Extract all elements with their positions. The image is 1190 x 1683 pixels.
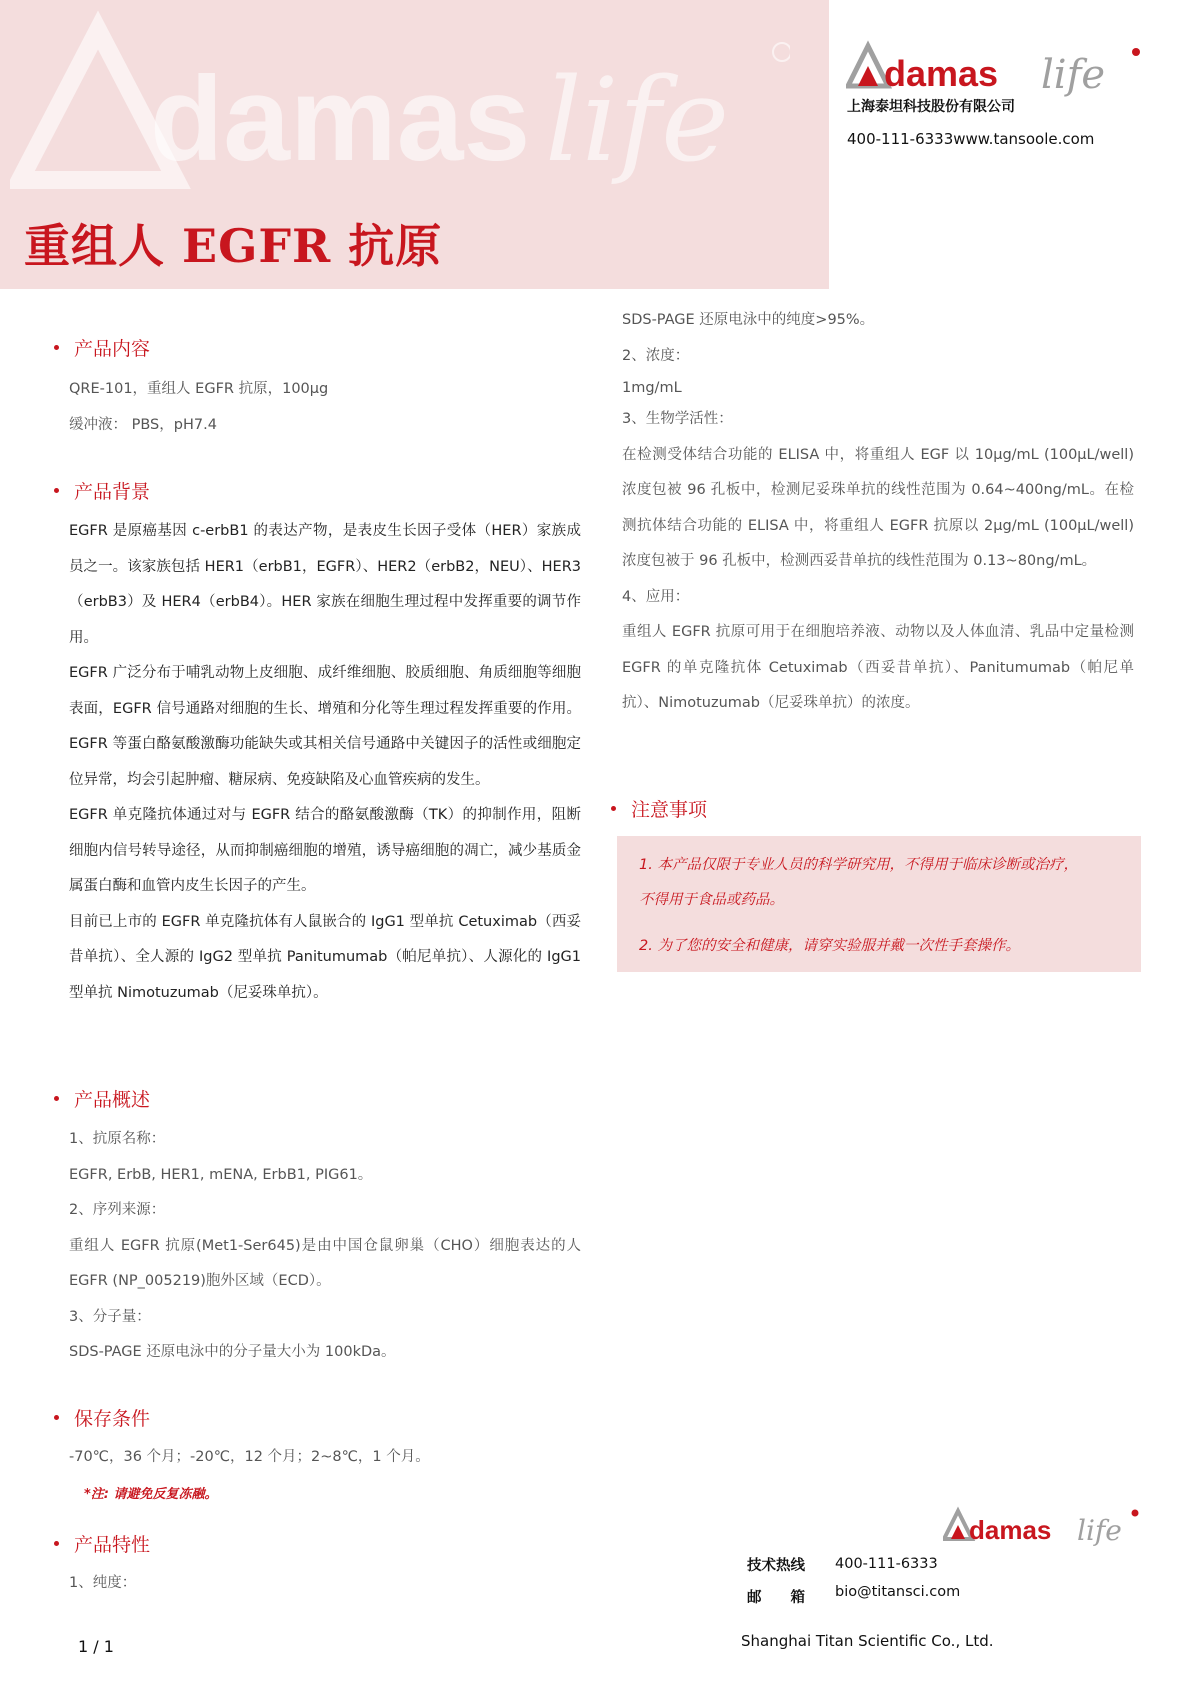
features-line: 在检测受体结合功能的 ELISA 中，将重组人 EGF 以 10μg/mL (100μL/well) 浓度包被 96 孔板中，检测尼妥珠单抗的线性范围为 0.64~400ng/mL。在检测抗体结合功能的 ELISA 中，将重组人 EGFR 抗原以 2μg/mL (100μL/well) 浓度包被于 96 孔板中，检测西妥昔单抗的线性范围为 0.13~80ng/mL。 <box>622 446 1134 569</box>
footer-brand-logo <box>943 1503 1143 1551</box>
features-purity-label: 1、纯度： <box>69 1575 137 1591</box>
bullet-icon <box>54 345 59 350</box>
watermark-logo <box>10 10 790 200</box>
notice-box <box>617 836 1141 972</box>
overview-line: SDS-PAGE 还原电泳中的分子量大小为 100kDa。 <box>69 1344 396 1360</box>
background-paragraph: EGFR 广泛分布于哺乳动物上皮细胞、成纤维细胞、胶质细胞、角质细胞等细胞表面，EGFR 信号通路对细胞的生长、增殖和分化等生理过程发挥重要的作用。EGFR 等蛋白酪氨酸激酶功能缺失或其相关信号通路中关键因子的活性或细胞定位异常，均会引起肿瘤、糖尿病、免疫缺陷及心血管疾病的发生。 <box>69 665 581 788</box>
bullet-icon <box>54 1096 59 1101</box>
features-line: 4、应用： <box>622 588 690 605</box>
features-line: 重组人 EGFR 抗原可用于在细胞培养液、动物以及人体血清、乳品中定量检测 EGFR 的单克隆抗体 Cetuximab（西妥昔单抗）、Panitumumab（帕尼单抗）、Nimotuzumab（尼妥珠单抗）的浓度。 <box>622 624 1134 711</box>
company-name: 上海泰坦科技股份有限公司 <box>847 99 1015 115</box>
svg-text:damas: damas <box>884 53 999 94</box>
header-banner <box>0 0 829 289</box>
contact-info: 400-111-6333www.tansoole.com <box>847 130 1095 148</box>
bullet-icon <box>54 1541 59 1546</box>
features-line: 1mg/mL <box>622 380 682 396</box>
notice-item: 2. 为了您的安全和健康，请穿实验服并戴一次性手套操作。 <box>639 938 1020 954</box>
overview-line: EGFR, ErbB, HER1, mENA, ErbB1, PIG61。 <box>69 1166 373 1183</box>
contents-line: QRE-101，重组人 EGFR 抗原，100μg <box>69 381 329 397</box>
section-heading-features: 产品特性 <box>54 1530 150 1557</box>
overview-line: 1、抗原名称： <box>69 1131 166 1147</box>
contents-line: 缓冲液： PBS，pH7.4 <box>69 416 217 433</box>
features-line: 2、浓度： <box>622 347 690 364</box>
background-paragraph: EGFR 是原癌基因 c-erbB1 的表达产物，是表皮生长因子受体（HER）家族成员之一。该家族包括 HER1（erbB1，EGFR）、HER2（erbB2，NEU）、HER3（erbB3）及 HER4（erbB4）。HER 家族在细胞生理过程中发挥重要的调节作用。 <box>69 523 581 646</box>
footer-company: Shanghai Titan Scientific Co., Ltd. <box>741 1632 994 1650</box>
bullet-icon <box>611 806 616 811</box>
features-continued <box>622 303 1134 722</box>
svg-text:damas: damas <box>969 1515 1052 1545</box>
bullet-icon <box>54 1415 59 1420</box>
background-paragraph: 目前已上市的 EGFR 单克隆抗体有人鼠嵌合的 IgG1 型单抗 Cetuximab（西妥昔单抗）、全人源的 IgG2 型单抗 Panitumumab（帕尼单抗）、人源化的 IgG1 型单抗 Nimotuzumab（尼妥珠单抗）。 <box>69 913 581 1001</box>
background-text <box>69 514 581 1011</box>
bullet-icon <box>54 488 59 493</box>
svg-text:damas: damas <box>150 52 531 186</box>
overview-line: 重组人 EGFR 抗原(Met1-Ser645)是由中国仓鼠卵巢（CHO）细胞表达的人 EGFR (NP_005219)胞外区域（ECD）。 <box>69 1237 581 1289</box>
svg-text:life: life <box>1077 1514 1122 1547</box>
storage-text: -70℃，36 个月；-20℃，12 个月；2~8℃，1 个月。 <box>69 1449 430 1465</box>
page-title: 重组人 EGFR 抗原 <box>24 219 443 273</box>
hotline-label: 技术热线 <box>747 1558 805 1574</box>
storage-note: *注: 请避免反复冻融。 <box>84 1487 218 1502</box>
features-line: 3、生物学活性： <box>622 411 733 427</box>
overview-line: 2、序列来源： <box>69 1202 166 1218</box>
section-heading-notice: 注意事项 <box>611 795 707 822</box>
background-paragraph: EGFR 单克隆抗体通过对与 EGFR 结合的酪氨酸激酶（TK）的抑制作用，阻断细胞内信号转导途径，从而抑制癌细胞的增殖，诱导癌细胞的凋亡，减少基质金属蛋白酶和血管内皮生长因子的产生。 <box>69 807 581 894</box>
notice-item: 不得用于食品或药品。 <box>639 892 784 908</box>
overview-line: 3、分子量： <box>69 1308 151 1325</box>
section-heading-storage: 保存条件 <box>54 1404 150 1431</box>
section-heading-contents: 产品内容 <box>54 334 150 361</box>
svg-text:life: life <box>1041 52 1106 98</box>
overview-text <box>69 1122 581 1371</box>
section-heading-background: 产品背景 <box>54 477 150 504</box>
contents-text <box>69 372 589 443</box>
notice-item: 1. 本产品仅限于专业人员的科学研究用，不得用于临床诊断或治疗， <box>639 857 1078 873</box>
features-line: SDS-PAGE 还原电泳中的纯度>95%。 <box>622 312 875 328</box>
svg-text:life: life <box>545 54 730 188</box>
email-label: 邮 箱 <box>747 1590 805 1606</box>
email-value: bio@titansci.com <box>835 1584 961 1600</box>
hotline-value: 400-111-6333 <box>835 1556 938 1572</box>
page-number: 1 / 1 <box>78 1637 114 1656</box>
section-heading-overview: 产品概述 <box>54 1085 150 1112</box>
